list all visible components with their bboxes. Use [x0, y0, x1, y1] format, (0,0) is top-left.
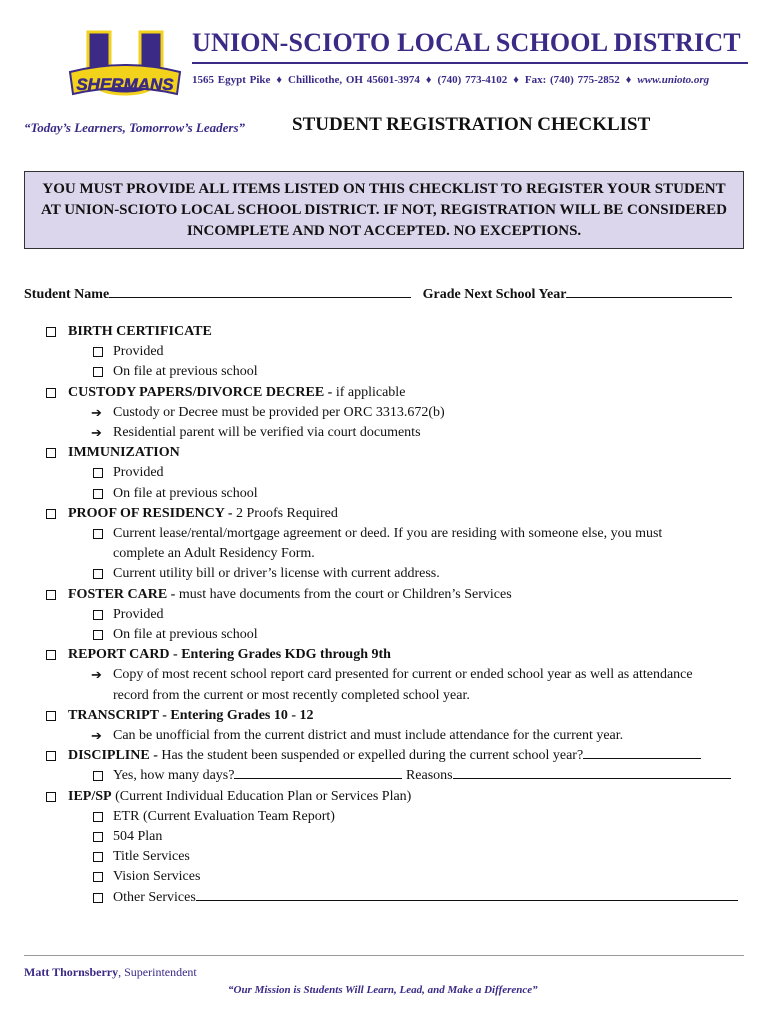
checkbox[interactable]	[93, 832, 103, 842]
item-title: FOSTER CARE -	[68, 586, 176, 602]
superintendent-role: , Superintendent	[118, 965, 197, 979]
checklist-item-iep	[46, 787, 750, 807]
item-title: IEP/SP	[68, 788, 112, 804]
option-label: Vision Services	[113, 869, 201, 885]
option-label: On file at previous school	[113, 485, 258, 501]
arrow-right-icon: ➔	[91, 728, 102, 744]
option-label: On file at previous school	[113, 627, 258, 643]
checkbox[interactable]	[93, 468, 103, 478]
option-label: 504 Plan	[113, 829, 163, 845]
sub-note	[46, 403, 750, 423]
option-label: On file at previous school	[113, 364, 258, 380]
checklist-item-custody	[46, 383, 750, 403]
superintendent	[24, 965, 197, 980]
checkbox[interactable]	[46, 327, 56, 337]
note-text: Custody or Decree must be provided per ORC 3313.672(b)	[113, 404, 445, 420]
sub-note	[46, 726, 750, 746]
checkbox[interactable]	[93, 852, 103, 862]
sub-option	[46, 867, 750, 887]
notice-text: YOU MUST PROVIDE ALL ITEMS LISTED ON THIS CHECKLIST TO REGISTER YOUR STUDENT AT UNION-SCIOTO LOCAL SCHOOL DISTRICT. IF NOT, REGISTRATION WILL BE CONSIDERED INCOMPLETE AND NOT ACCEPTED. NO EXCEPTIONS.	[40, 180, 727, 239]
option-label: Current lease/rental/mortgage agreement or deed. If you are residing with someone else, you must	[113, 526, 663, 542]
website-link[interactable]: www.unioto.org	[637, 74, 710, 86]
city: Chillicothe, OH 45601-3974	[288, 74, 420, 86]
option-label: Title Services	[113, 849, 190, 865]
arrow-right-icon: ➔	[91, 404, 102, 420]
checkbox[interactable]	[93, 347, 103, 357]
sub-option	[46, 766, 750, 786]
option-label: ETR (Current Evaluation Team Report)	[113, 808, 335, 824]
item-title: DISCIPLINE -	[68, 748, 158, 764]
grade-field[interactable]	[566, 296, 732, 298]
checklist-item-immunization	[46, 443, 750, 463]
address: 1565 Egypt Pike	[192, 74, 271, 86]
checkbox[interactable]	[46, 590, 56, 600]
arrow-right-icon: ➔	[91, 425, 102, 441]
contact-line	[192, 74, 709, 86]
item-title: REPORT CARD - Entering Grades KDG through 9th	[68, 647, 391, 663]
sub-option	[46, 362, 750, 382]
logo-text: SHERMANS	[76, 75, 174, 94]
option-label: Provided	[113, 465, 164, 481]
superintendent-name: Matt Thornsberry	[24, 965, 119, 979]
student-name-label: Student Name	[24, 287, 110, 302]
item-title: TRANSCRIPT - Entering Grades 10 - 12	[68, 707, 314, 723]
other-services-field[interactable]	[196, 888, 738, 901]
sub-note	[46, 423, 750, 443]
item-title: PROOF OF RESIDENCY -	[68, 505, 233, 521]
note-text-cont: record from the current or most recently completed school year.	[113, 687, 470, 703]
footer-divider	[24, 955, 744, 956]
fax: Fax: (740) 775-2852	[524, 74, 620, 86]
notice-box	[24, 171, 744, 249]
checkbox[interactable]	[46, 509, 56, 519]
sub-option	[46, 484, 750, 504]
checklist-item-report-card	[46, 645, 750, 665]
checklist-item-birth	[46, 322, 750, 342]
sub-option	[46, 524, 750, 564]
mission-statement: “Our Mission is Students Will Learn, Lead, and Make a Difference”	[228, 984, 538, 996]
separator-icon: ♦	[513, 74, 519, 86]
option-label: Provided	[113, 606, 164, 622]
separator-icon: ♦	[625, 74, 632, 86]
separator-icon: ♦	[425, 74, 432, 86]
separator-icon: ♦	[276, 74, 283, 86]
sub-option	[46, 605, 750, 625]
reasons-label: Reasons	[405, 768, 453, 784]
checkbox[interactable]	[46, 711, 56, 721]
item-note: Has the student been suspended or expelled during the current school year?	[157, 748, 584, 764]
district-name: UNION-SCIOTO LOCAL SCHOOL DISTRICT	[192, 28, 741, 57]
checkbox[interactable]	[46, 751, 56, 761]
sub-option	[46, 888, 750, 908]
tagline: “Today’s Learners, Tomorrow’s Leaders”	[24, 120, 245, 135]
option-label: Current utility bill or driver’s license with current address.	[113, 566, 440, 582]
checkbox[interactable]	[93, 489, 103, 499]
checklist-item-foster	[46, 585, 750, 605]
item-title: CUSTODY PAPERS/DIVORCE DECREE -	[68, 384, 333, 400]
sub-option	[46, 847, 750, 867]
arrow-right-icon: ➔	[91, 667, 102, 683]
discipline-answer-field[interactable]	[583, 746, 701, 759]
checkbox[interactable]	[46, 388, 56, 398]
checklist-item-transcript	[46, 706, 750, 726]
checkbox[interactable]	[93, 529, 103, 539]
checkbox[interactable]	[93, 893, 103, 903]
sub-option	[46, 827, 750, 847]
sub-option	[46, 807, 750, 827]
item-note: 2 Proofs Required	[232, 505, 338, 521]
checkbox[interactable]	[93, 630, 103, 640]
checkbox[interactable]	[93, 569, 103, 579]
district-logo	[66, 28, 184, 114]
item-note: must have documents from the court or Children’s Services	[175, 586, 512, 602]
sub-option	[46, 342, 750, 362]
checkbox[interactable]	[46, 448, 56, 458]
checkbox[interactable]	[93, 367, 103, 377]
reasons-field[interactable]	[453, 766, 731, 779]
phone: (740) 773-4102	[437, 74, 508, 86]
item-note: (Current Individual Education Plan or Services Plan)	[111, 788, 412, 804]
days-field[interactable]	[234, 766, 402, 779]
grade-label: Grade Next School Year	[422, 287, 567, 302]
sub-note	[46, 665, 750, 705]
item-title: IMMUNIZATION	[68, 445, 180, 461]
checkbox[interactable]	[93, 872, 103, 882]
sub-option	[46, 625, 750, 645]
note-text: Residential parent will be verified via court documents	[113, 425, 421, 441]
checkbox[interactable]	[93, 610, 103, 620]
item-note: if applicable	[332, 384, 406, 400]
note-text: Can be unofficial from the current district and must include attendance for the current year.	[113, 728, 624, 744]
header-divider	[192, 62, 748, 64]
option-label-cont: complete an Adult Residency Form.	[113, 546, 315, 562]
checkbox[interactable]	[93, 812, 103, 822]
sub-option	[46, 463, 750, 483]
item-title: BIRTH CERTIFICATE	[68, 324, 212, 339]
sub-option	[46, 564, 750, 584]
checkbox[interactable]	[93, 771, 103, 781]
checkbox[interactable]	[46, 650, 56, 660]
student-name-field[interactable]	[109, 296, 411, 298]
document-title: STUDENT REGISTRATION CHECKLIST	[292, 114, 651, 135]
note-text: Copy of most recent school report card presented for current or ended school year as well as attendance	[113, 667, 693, 683]
checkbox[interactable]	[46, 792, 56, 802]
option-label: Other Services	[113, 889, 196, 905]
option-label: Provided	[113, 344, 164, 360]
option-label: Yes, how many days?	[113, 768, 235, 784]
student-info-row	[24, 287, 732, 303]
registration-checklist	[46, 322, 750, 908]
checklist-item-residency	[46, 504, 750, 524]
checklist-item-discipline	[46, 746, 750, 766]
